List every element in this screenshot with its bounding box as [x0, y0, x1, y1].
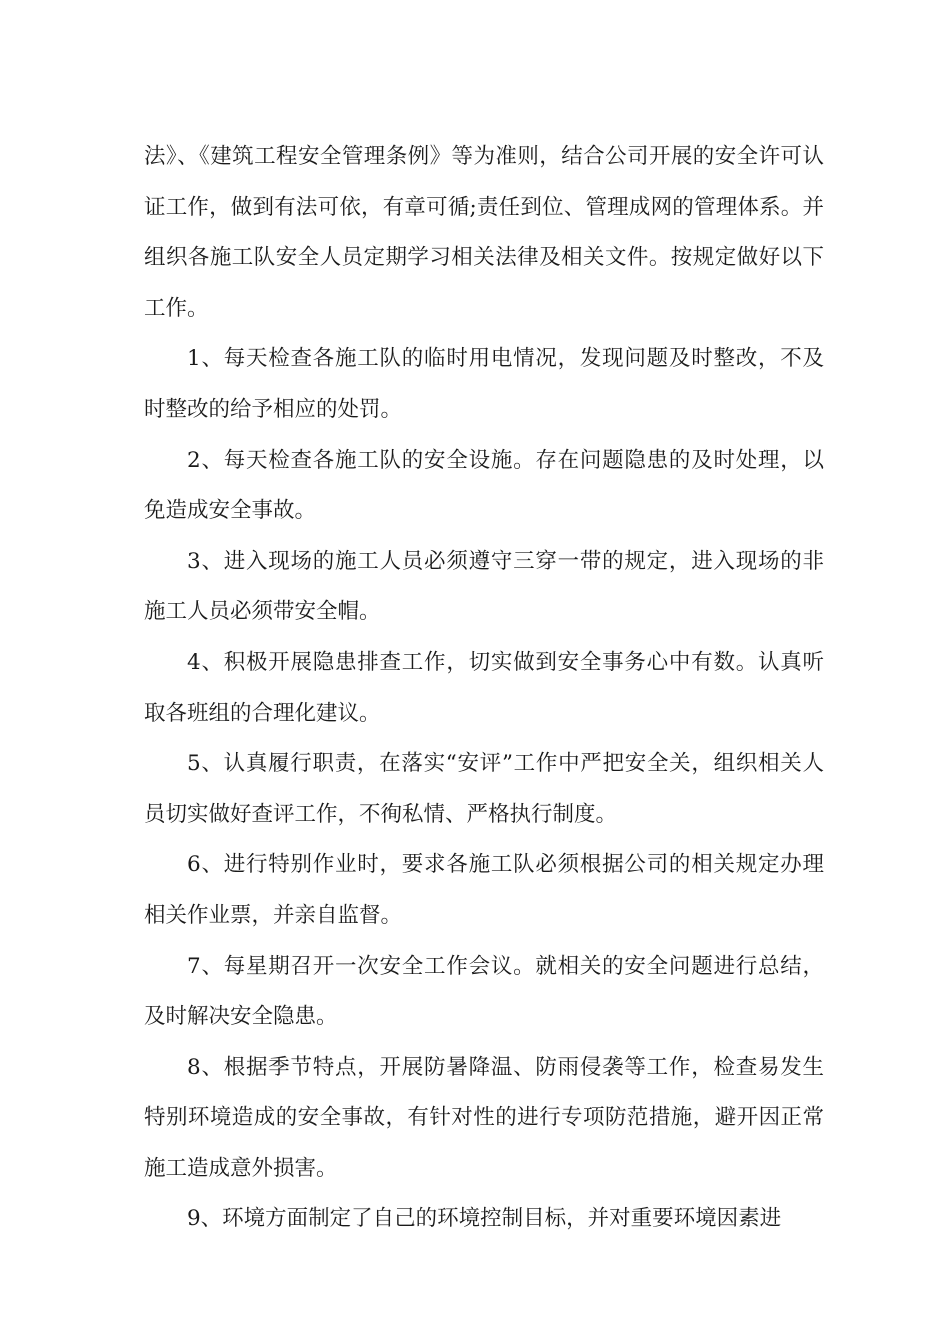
paragraph-item-8: 8、根据季节特点，开展防暑降温、防雨侵袭等工作，检查易发生特别环境造成的安全事故，有针对性的进行专项防范措施，避开因正常施工造成意外损害。: [144, 1054, 824, 1181]
paragraph-item-3: 3、进入现场的施工人员必须遵守三穿一带的规定，进入现场的非施工人员必须带安全帽。: [144, 548, 824, 625]
paragraph-item-9: 9、环境方面制定了自己的环境控制目标，并对重要环境因素进: [187, 1206, 782, 1232]
paragraph-item-5: 5、认真履行职责，在落实“安评”工作中严把安全关，组织相关人员切实做好查评工作，不徇私情、严格执行制度。: [144, 751, 824, 827]
paragraph-item-6: 6、进行特别作业时，要求各施工队必须根据公司的相关规定办理相关作业票，并亲自监督。: [144, 852, 824, 928]
paragraph-item-2: 2、每天检查各施工队的安全设施。存在问题隐患的及时处理，以免造成安全事故。: [144, 447, 824, 524]
paragraph-item-7: 7、每星期召开一次安全工作会议。就相关的安全问题进行总结，及时解决安全隐患。: [144, 953, 824, 1030]
paragraph-item-1: 1、每天检查各施工队的临时用电情况，发现问题及时整改，不及时整改的给予相应的处罚。: [144, 346, 824, 422]
paragraph-item-4: 4、积极开展隐患排查工作，切实做到安全事务心中有数。认真听取各班组的合理化建议。: [144, 649, 824, 726]
document-body: [144, 132, 824, 1245]
paragraph-intro: 法》、《建筑工程安全管理条例》等为准则，结合公司开展的安全许可认证工作，做到有法可依，有章可循;责任到位、管理成网的管理体系。并组织各施工队安全人员定期学习相关法律及相关文件。按规定做好以下工作。: [144, 144, 824, 321]
